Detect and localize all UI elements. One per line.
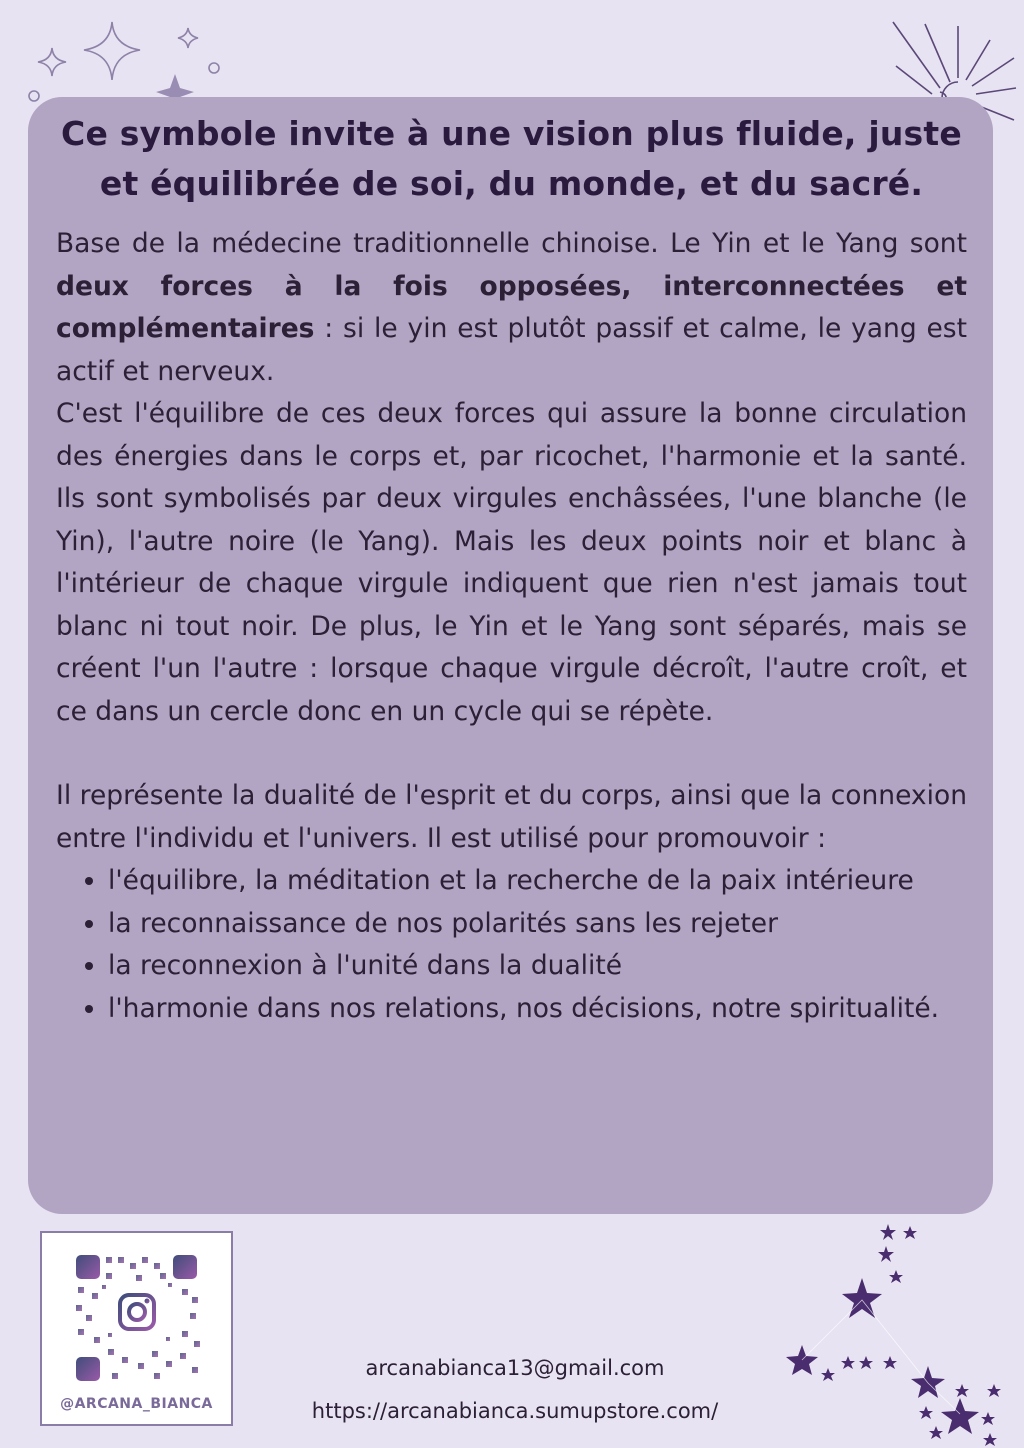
title-line-2: et équilibrée de soi, du monde, et du sacré. xyxy=(99,164,924,203)
sparkle-icon xyxy=(178,28,198,48)
instagram-handle: @ARCANA_BIANCA xyxy=(60,1396,213,1412)
list-item: • l'harmonie dans nos relations, nos décisions, notre spiritualité. xyxy=(108,988,967,1031)
paragraph-balance: C'est l'équilibre de ces deux forces qui assure la bonne circulation des énergies dans le corps et, par ricochet, l'harmonie et la santé. Ils sont symbolisés par deux virgules enchâssées, l'une blanche (le Yin), l'autre noire (le Yang). Mais les deux points noir et blanc à l'intérieur de chaque virgule indiquent que rien n'est jamais tout blanc ni tout noir. De plus, le Yin et le Yang sont séparés, mais se créent l'un l'autre : lorsque chaque virgule décroît, l'autre croît, et ce dans un cercle donc en un cycle qui se répète. xyxy=(56,398,967,727)
qr-code-pattern xyxy=(42,1233,231,1383)
paragraph-spacer xyxy=(56,733,967,775)
sparkle-icon xyxy=(84,22,140,80)
page-title xyxy=(56,109,967,209)
paragraph-intro-bold: deux forces à la fois opposées, interconnectées et complémentaires xyxy=(56,270,967,344)
benefits-list xyxy=(56,860,967,1030)
list-item: • la reconnexion à l'unité dans la dualité xyxy=(108,945,967,988)
star-constellation xyxy=(786,1224,1001,1446)
instagram-qr-code[interactable] xyxy=(40,1231,233,1426)
paragraph-intro xyxy=(56,223,967,393)
paragraph-intro-text: Base de la médecine traditionnelle chinoise. Le Yin et le Yang sont xyxy=(56,228,967,259)
sparkle-icon xyxy=(38,48,66,76)
title-line-1: Ce symbole invite à une vision plus fluide, juste xyxy=(61,114,962,153)
store-link[interactable]: https://arcanabianca.sumupstore.com/ xyxy=(311,1399,719,1423)
list-item: • l'équilibre, la méditation et la recherche de la paix intérieure xyxy=(108,860,967,903)
dot-icon xyxy=(209,63,219,73)
paragraph-intro-rest: : si le yin est plutôt passif et calme, le yang est actif et nerveux. xyxy=(56,313,967,387)
content-card xyxy=(28,97,993,1214)
paragraph-duality: Il représente la dualité de l'esprit et du corps, ainsi que la connexion entre l'individu et l'univers. Il est utilisé pour promouvoir : xyxy=(56,780,967,854)
contact-email[interactable]: arcanabianca13@gmail.com xyxy=(365,1356,665,1380)
dot-icon xyxy=(29,91,39,101)
list-item: • la reconnaissance de nos polarités sans les rejeter xyxy=(108,903,967,946)
